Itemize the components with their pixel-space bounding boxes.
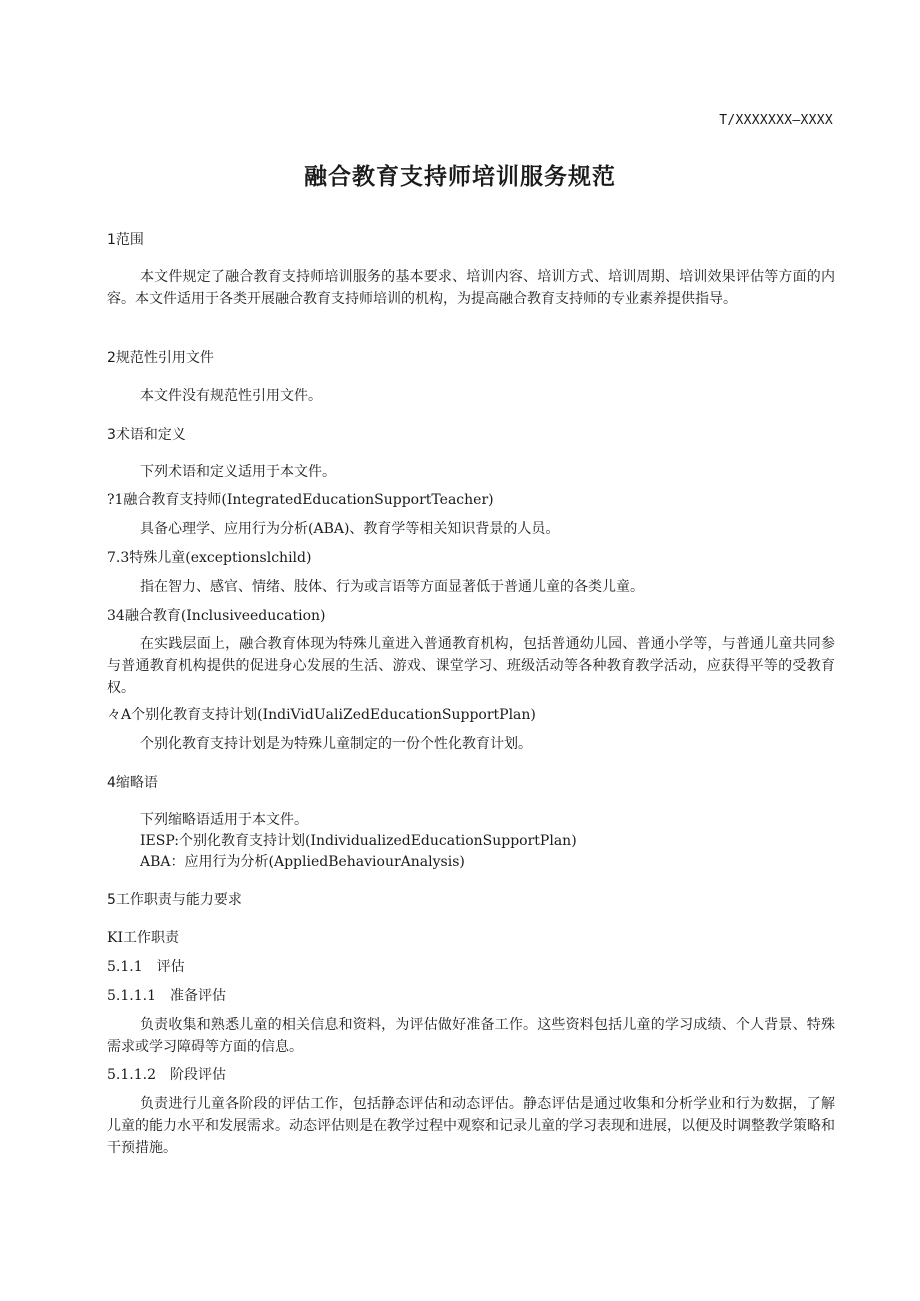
section-2-heading: 2规范性引用文件 bbox=[107, 350, 214, 366]
term-4-definition: 个别化教育支持计划是为特殊儿童制定的一份个性化教育计划。 bbox=[140, 736, 532, 752]
document-title: 融合教育支持师培训服务规范 bbox=[304, 164, 616, 190]
abbreviation-aba: ABA：应用行为分析(AppliedBehaviourAnalysis) bbox=[140, 854, 465, 870]
section-3-intro: 下列术语和定义适用于本文件。 bbox=[140, 464, 336, 480]
section-4-heading: 4缩略语 bbox=[107, 775, 158, 791]
term-2-definition: 指在智力、感官、情绪、肢体、行为或言语等方面显著低于普通儿童的各类儿童。 bbox=[140, 579, 644, 595]
term-1-heading: ?1融合教育支持师(IntegratedEducationSupportTeacher) bbox=[107, 492, 494, 508]
term-3-heading: 34融合教育(Inclusiveeducation) bbox=[107, 608, 326, 624]
abbreviation-iesp: IESP:个别化教育支持计划(IndividualizedEducationSupportPlan) bbox=[140, 833, 577, 849]
term-3-definition: 在实践层面上，融合教育体现为特殊儿童进入普通教育机构，包括普通幼儿园、普通小学等，与普通儿童共同参与普通教育机构提供的促进身心发展的生活、游戏、课堂学习、班级活动等各种教育教学活动，应获得平等的受教育权。 bbox=[107, 636, 835, 696]
term-2-heading: 7.3特殊儿童(exceptionslchild) bbox=[107, 550, 312, 566]
subsection-5-1-heading: KI工作职责 bbox=[107, 930, 179, 946]
subsection-5-1-1-heading: 5.1.1 评估 bbox=[107, 959, 185, 975]
term-1-definition: 具备心理学、应用行为分析(ABA)、教育学等相关知识背景的人员。 bbox=[140, 521, 560, 537]
document-code: T/XXXXXXX—XXXX bbox=[719, 113, 833, 128]
term-4-heading: 々A个别化教育支持计划(IndiVidUaliZedEducationSupportPlan) bbox=[107, 707, 536, 723]
section-1-paragraph: 本文件规定了融合教育支持师培训服务的基本要求、培训内容、培训方式、培训周期、培训效果评估等方面的内容。本文件适用于各类开展融合教育支持师培训的机构，为提高融合教育支持师的专业素养提供指导。 bbox=[107, 269, 835, 307]
subsection-5-1-1-1-heading: 5.1.1.1 准备评估 bbox=[107, 988, 226, 1004]
section-3-heading: 3术语和定义 bbox=[107, 427, 186, 443]
subsection-5-1-1-1-paragraph: 负责收集和熟悉儿童的相关信息和资料，为评估做好准备工作。这些资料包括儿童的学习成绩、个人背景、特殊需求或学习障碍等方面的信息。 bbox=[107, 1017, 835, 1055]
section-1-heading: 1范围 bbox=[107, 232, 144, 248]
subsection-5-1-1-2-paragraph: 负责进行儿童各阶段的评估工作，包括静态评估和动态评估。静态评估是通过收集和分析学业和行为数据，了解儿童的能力水平和发展需求。动态评估则是在教学过程中观察和记录儿童的学习表现和进展，以便及时调整教学策略和干预措施。 bbox=[107, 1096, 835, 1156]
section-2-paragraph: 本文件没有规范性引用文件。 bbox=[140, 388, 322, 404]
subsection-5-1-1-2-heading: 5.1.1.2 阶段评估 bbox=[107, 1067, 226, 1083]
section-5-heading: 5工作职责与能力要求 bbox=[107, 892, 242, 908]
section-4-intro: 下列缩略语适用于本文件。 bbox=[140, 812, 308, 828]
